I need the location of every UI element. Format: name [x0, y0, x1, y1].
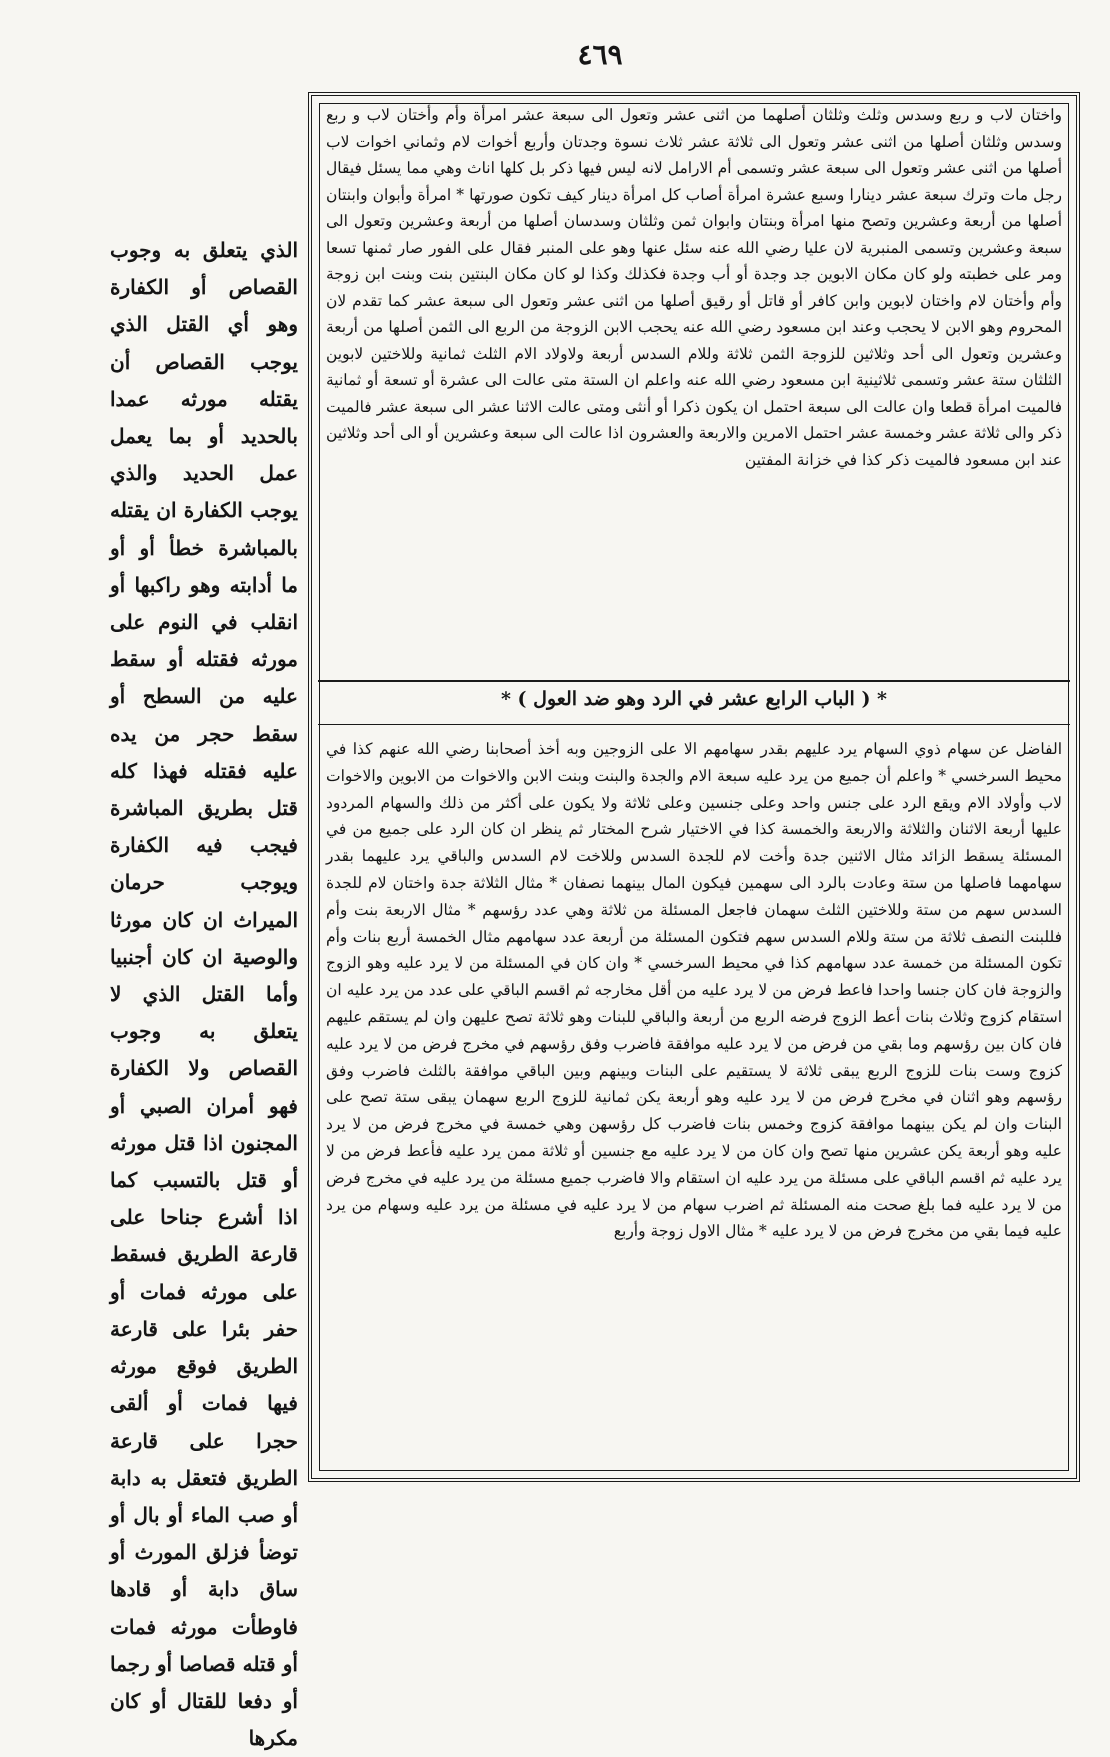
main-text-column [318, 102, 1070, 672]
main-text-top-block [318, 102, 1070, 672]
chapter-heading: * ( الباب الرابع عشر في الرد وهو ضد العول ) * [501, 688, 887, 710]
main-text-bottom-block [318, 736, 1070, 1466]
page-number: ٤٦٩ [577, 38, 623, 71]
chapter-divider-bottom [318, 724, 1070, 725]
margin-commentary-paragraph: الذي يتعلق به وجوب القصاص أو الكفارة وهو أي القتل الذي يوجب القصاص أن يقتله مورثه عمدا بالحديد أو بما يعمل عمل الحديد والذي يوجب الكفارة ان يقتله بالمباشرة خطأ أو أو ما أدابته وهو راكبها أو انقلب في النوم على مورثه فقتله أو سقط عليه من السطح أو سقط حجر من يده عليه فقتله فهذا كله قتل بطريق المباشرة فيجب فيه الكفارة ويوجب حرمان الميراث ان كان مورثا والوصية ان كان أجنبيا وأما القتل الذي لا يتعلق به وجوب القصاص ولا الكفارة فهو أمران الصبي أو المجنون اذا قتل مورثه أو قتل بالتسبب كما اذا أشرع جناحا على قارعة الطريق فسقط على مورثه فمات أو حفر بئرا على قارعة الطريق فوقع مورثه فيها فمات أو ألقى حجرا على قارعة الطريق فتعقل به دابة أو صب الماء أو بال أو توضأ فزلق المورث أو ساق دابة أو قادها فاوطأت مورثه فمات أو قتله قصاصا أو رجما أو دفعا للقتال أو كان مكرها [110, 238, 298, 1751]
main-text-top-paragraph: واختان لاب و ربع وسدس وثلث وثلثان أصلهما من اثنى عشر وتعول الى سبعة عشر امرأة وأم وأختان لاب و ربع وسدس وثلثان أصلها من اثنى عشر وتعول الى ثلاثة عشر ثلاث نسوة وجدتان وأربع أخوات لام وثماني اخوات لاب أصلها من اثنى عشر وتعول الى سبعة عشر وتسمى أم الارامل لانه ليس فيها ذكر بل كلها اناث وهي مما يسئل فيقال رجل مات وترك سبعة عشر دينارا وسبع عشرة امرأة أصاب كل امرأة دينار كيف تكون صورتها * امرأة وأبوان وابنتان أصلها من أربعة وعشرين وتصح منها امرأة وبنتان وابوان ثمن وثلثان وسدسان أصلها من أربعة وعشرين وتعول الى سبعة وعشرين وتسمى المنبرية لان عليا رضي الله عنه سئل عنها وهو على المنبر فقال على الفور صار ثمنها تسعا ومر على خطبته ولو كان مكان الابوين جد وجدة أو أب وجدة فكذلك وكذا لو كان مكان البنتين بنت وبنت ابن زوجة وأم وأختان لام واختان لابوين وابن كافر أو قاتل أو رقيق أصلها من اثنى عشر وتعول الى سبعة عشر كما تقدم لان المحروم وهو الابن لا يحجب وعند ابن مسعود رضي الله عنه يحجب الابن الزوجة من الربع الى الثمن أصلها من أربعة وعشرين وتعول الى أحد وثلاثين للزوجة الثمن ثلاثة وللام السدس أربعة ولاولاد الام الثلث ثمانية وللاختين لابوين الثلثان ستة عشر وتسمى ثلاثينية ابن مسعود رضي الله عنه واعلم ان الستة متى عالت الى عشرة أو تسعة أو ثمانية فالميت امرأة قطعا وان عالت الى سبعة احتمل ان يكون ذكرا أو أنثى ومتى عالت الاثنا عشر الى سبعة عشر فالميت ذكر والى ثلاثة عشر وخمسة عشر احتمل الامرين والاربعة والعشرون اذا عالت الى سبعة وعشرين أو الى أحد وثلاثين عند ابن مسعود فالميت ذكر كذا في خزانة المفتين [326, 106, 1062, 469]
main-text-bottom-paragraph: الفاضل عن سهام ذوي السهام يرد عليهم بقدر سهامهم الا على الزوجين وبه أخذ أصحابنا رضي الله عنهم كذا في محيط السرخسي * واعلم أن جميع من يرد عليه سبعة الام والجدة والبنت وبنت الابن والاخوات من الابوين والاخوات لاب وأولاد الام ويقع الرد على جنس واحد وعلى جنسين وعلى ثلاثة ولا يكون على أكثر من ذلك والسهام المردود عليها أربعة الاثنان والثلاثة والاربعة والخمسة كذا في الاختيار شرح المختار ثم ينظر ان كان الرد على جميع من في المسئلة يسقط الزائد مثال الاثنين جدة وأخت لام للجدة السدس وللاخت لام السدس والباقي يرد عليهما بقدر سهامهما فاصلها من ستة وعادت بالرد الى سهمين فيكون المال بينهما نصفان * مثال الثلاثة جدة واختان لام للجدة السدس سهم من ستة وللاختين الثلث سهمان فاجعل المسئلة من ثلاثة وهي عدد رؤسهم * مثال الاربعة بنت وأم فللبنت النصف ثلاثة من ستة وللام السدس سهم فتكون المسئلة من أربعة عدد سهامهم مثال الخمسة أربع بنات وأم تكون المسئلة من خمسة عدد سهامهم كذا في محيط السرخسي * وان كان في المسئلة من لا يرد عليه وهو الزوج والزوجة فان كان جنسا واحدا فاعط فرض من لا يرد عليه من أقل مخارجه ثم اقسم الباقي على عدد من يرد عليه ان استقام كزوج وثلاث بنات أعط الزوج فرضه الربع من أربعة والباقي للبنات وهو ثلاثة تصح عليهن وان لم يستقم عليهم فان كان بين رؤسهم وما بقي من فرض من لا يرد عليه موافقة فاضرب وفق رؤسهم في مخرج فرض من لا يرد عليه كزوج وست بنات للزوج الربع يبقى ثلاثة لا يستقيم على البنات وبينهم وبين الباقي موافقة بالثلث فاضرب وفق رؤسهم وهو اثنان في مخرج فرض من لا يرد عليه وهو أربعة يكن ثمانية للزوج الربع سهمان يبقى ستة تصح على البنات وان لم يكن بينهما موافقة كزوج وخمس بنات فاضرب كل رؤسهن وهي خمسة في مخرج فرض من لا يرد عليه وهو أربعة يكن عشرين منها تصح وان كان من لا يرد عليه مع جنسين أو ثلاثة ممن يرد عليه فأعط فرض من لا يرد عليه ثم اقسم الباقي على مسئلة من يرد عليه ان استقام والا فاضرب جميع مسئلة من يرد عليه في مخرج فرض من لا يرد عليه فما بلغ صحت منه المسئلة ثم اضرب سهام من لا يرد عليه في مسئلة من يرد عليه وسهام من يرد عليه فيما بقي من مخرج فرض من لا يرد عليه * مثال الاول زوجة وأربع [326, 740, 1062, 1241]
chapter-divider-top [318, 680, 1070, 682]
margin-commentary [110, 232, 298, 1751]
